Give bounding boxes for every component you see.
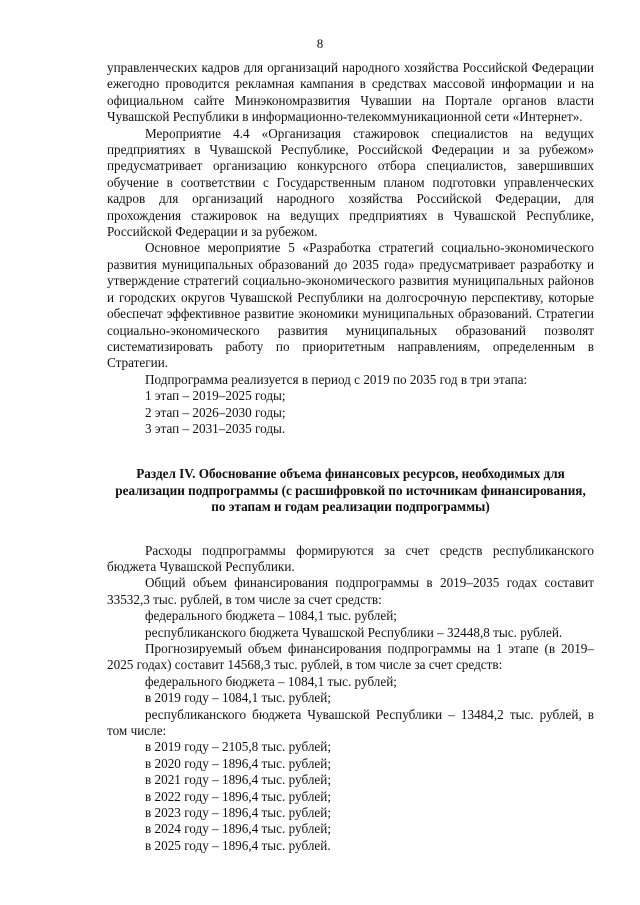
year-amount: в 2022 году – 1896,4 тыс. рублей; bbox=[145, 788, 331, 804]
year-amount: в 2024 году – 1896,4 тыс. рублей; bbox=[145, 821, 331, 837]
year-amount: в 2019 году – 2105,8 тыс. рублей; bbox=[145, 739, 331, 755]
paragraph-stages-intro: Подпрограмма реализуется в период с 2019 по 2035 год в три этапа: bbox=[145, 371, 528, 387]
page-number: 8 bbox=[316, 36, 324, 51]
stage1-federal-2019: в 2019 году – 1084,1 тыс. рублей; bbox=[145, 690, 331, 706]
stage-item: 2 этап – 2026–2030 годы; bbox=[145, 404, 286, 420]
year-amount: в 2025 году – 1896,4 тыс. рублей. bbox=[145, 837, 331, 853]
stage1-republic: республиканского бюджета Чувашской Республики – 13484,2 тыс. рублей, в том числе: bbox=[107, 706, 594, 739]
stage1-federal: федерального бюджета – 1084,1 тыс. рублей; bbox=[145, 673, 397, 689]
paragraph-financing-intro: Расходы подпрограммы формируются за счет средств республиканского бюджета Чувашской Республики. bbox=[107, 542, 594, 574]
paragraph-measure-4-4: Мероприятие 4.4 «Организация стажировок специалистов на ведущих предприятиях в Чувашской Республике, Российской Федерации и за рубежом» предусматривает организацию конкурсного отбора специалистов, завершивших обучение в соответствии с Государственным планом подготовки управленческих кадров для организаций народного хозяйства Российской Федерации, для прохождения стажировок на ведущих предприятиях в Чувашской Республике, Российской Федерации и за рубежом. bbox=[107, 125, 594, 240]
year-amount: в 2021 году – 1896,4 тыс. рублей; bbox=[145, 772, 331, 788]
document-body bbox=[107, 60, 594, 854]
year-amount: в 2023 году – 1896,4 тыс. рублей; bbox=[145, 805, 331, 821]
year-amount: в 2020 году – 1896,4 тыс. рублей; bbox=[145, 755, 331, 771]
paragraph-continuation: управленческих кадров для организаций народного хозяйства Российской Федерации ежегодно проводится рекламная кампания в средствах массовой информации и на официальном сайте Минэкономразвития Чувашии на Портале органов власти Чувашской Республики в информационно-телекоммуникационной сети «Интернет». bbox=[107, 60, 594, 125]
stage-item: 3 этап – 2031–2035 годы. bbox=[145, 420, 286, 436]
section-heading: Раздел IV. Обоснование объема финансовых ресурсов, необходимых для реализации подпрограммы (с расшифровкой по источникам финансирования, по этапам и годам реализации подпрограммы) bbox=[115, 466, 586, 515]
paragraph-stage1-financing: Прогнозируемый объем финансирования подпрограммы на 1 этапе (в 2019–2025 годах) составит 14568,3 тыс. рублей, в том числе за счет средств: bbox=[107, 641, 594, 673]
stage-item: 1 этап – 2019–2025 годы; bbox=[145, 388, 286, 404]
paragraph-main-measure-5: Основное мероприятие 5 «Разработка стратегий социально-экономического развития муниципальных образований до 2035 года» предусматривает разработку и утверждение стратегий социально-экономического развития муниципальных районов и городских округов Чувашской Республики на долгосрочную перспективу, которые обеспечат эффективное развитие экономики муниципальных образований. Стратегии социально-экономического развития муниципальных образований позволят систематизировать работу по приоритетным направлениям, определенным в Стратегии. bbox=[107, 240, 594, 371]
financing-federal-total: федерального бюджета – 1084,1 тыс. рублей; bbox=[145, 608, 397, 624]
paragraph-financing-total: Общий объем финансирования подпрограммы в 2019–2035 годах составит 33532,3 тыс. рублей, в том числе за счет средств: bbox=[107, 575, 594, 607]
financing-republic-total: республиканского бюджета Чувашской Республики – 32448,8 тыс. рублей. bbox=[145, 624, 563, 640]
